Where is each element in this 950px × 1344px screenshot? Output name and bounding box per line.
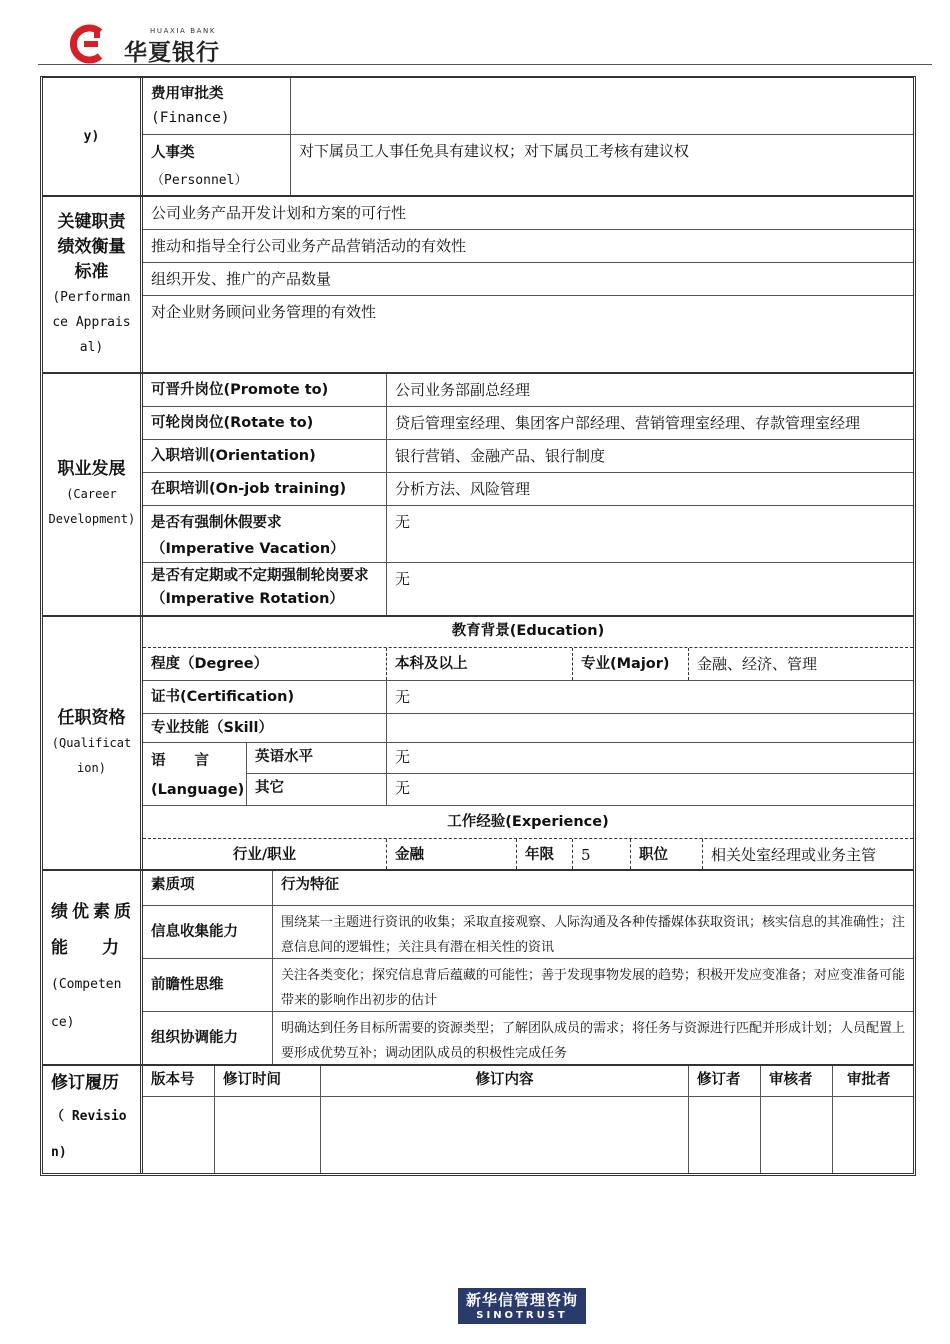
job-description-form	[40, 76, 916, 1176]
huaxia-bank-logo-icon	[70, 24, 112, 64]
revision-header-row: 版本号 修订时间 修订内容 修订者 审核者 审批者	[143, 1066, 913, 1097]
footer-brand-cn: 新华信管理咨询	[465, 1291, 578, 1309]
header-divider	[38, 64, 932, 65]
competence-row: 信息收集能力 围绕某一主题进行资讯的收集；采取直接观察、人际沟通及各种传播媒体获取资讯；核实信息的其准确性；注意信息间的逻辑性；关注具有潜在相关性的资讯	[143, 906, 913, 959]
revision-label: 修订履历 （ Revisio n)	[43, 1066, 143, 1173]
page-header	[0, 0, 950, 70]
finance-value	[291, 78, 913, 134]
competence-header-row: 素质项 行为特征	[143, 871, 913, 906]
performance-item: 公司业务产品开发计划和方案的可行性	[143, 197, 913, 230]
career-row: 是否有强制休假要求（Imperative Vacation） 无	[143, 506, 913, 563]
sinotrust-logo	[458, 1288, 586, 1324]
personnel-value: 对下属员工人事任免具有建议权；对下属员工考核有建议权	[299, 142, 690, 160]
language-row: 语 言 (Language) 英语水平 其它 无 无	[143, 743, 913, 806]
performance-item: 推动和指导全行公司业务产品营销活动的有效性	[143, 230, 913, 263]
brand-name-cn: 华夏银行	[124, 40, 220, 66]
finance-label: 费用审批类 (Finance)	[143, 78, 291, 134]
experience-title-row: 工作经验(Experience)	[143, 806, 913, 839]
education-title-row: 教育背景(Education)	[143, 617, 913, 648]
experience-row: 行业/职业 金融 年限 5 职位 相关处室经理或业务主管	[143, 839, 913, 869]
competence-section	[43, 871, 913, 1066]
performance-section	[43, 197, 913, 374]
footer-brand-en: SINOTRUST	[476, 1310, 568, 1321]
authority-label: y)	[43, 78, 143, 195]
skill-row: 专业技能（Skill）	[143, 714, 913, 743]
authority-section	[43, 78, 913, 197]
revision-empty-row	[143, 1097, 913, 1173]
personnel-row	[143, 135, 913, 195]
brand-name-en: HUAXIA BANK	[150, 27, 217, 35]
language-label: 语 言 (Language)	[143, 743, 247, 805]
career-row: 是否有定期或不定期强制轮岗要求（Imperative Rotation） 无	[143, 563, 913, 615]
career-row: 可轮岗岗位(Rotate to) 贷后管理室经理、集团客户部经理、营销管理室经理、存款管理室经理	[143, 407, 913, 440]
career-row: 入职培训(Orientation) 银行营销、金融产品、银行制度	[143, 440, 913, 473]
performance-item: 对企业财务顾问业务管理的有效性	[151, 303, 377, 321]
personnel-label: 人事类 （Personnel）	[143, 135, 291, 195]
degree-row: 程度（Degree） 本科及以上 专业(Major) 金融、经济、管理	[143, 648, 913, 681]
competence-row: 组织协调能力 明确达到任务目标所需要的资源类型；了解团队成员的需求；将任务与资源进行匹配并形成计划；人员配置上要形成优势互补；调动团队成员的积极性完成任务	[143, 1012, 913, 1064]
certification-row: 证书(Certification) 无	[143, 681, 913, 714]
career-row: 在职培训(On-job training) 分析方法、风险管理	[143, 473, 913, 506]
performance-label: 关键职责绩效衡量标准 (Performance Appraisal)	[43, 197, 143, 372]
finance-row	[143, 78, 913, 135]
revision-section	[43, 1066, 913, 1173]
career-row: 可晋升岗位(Promote to) 公司业务部副总经理	[143, 374, 913, 407]
performance-item: 组织开发、推广的产品数量	[143, 263, 913, 296]
career-label: 职业发展 (Career Development)	[43, 374, 143, 615]
qualification-section	[43, 617, 913, 871]
competence-row: 前瞻性思维 关注各类变化；探究信息背后蕴藏的可能性；善于发现事物发展的趋势；积极开发应变准备；对应变准备可能带来的影响作出初步的估计	[143, 959, 913, 1012]
qualification-label: 任职资格 (Qualification)	[43, 617, 143, 869]
competence-label: 绩优素质 能 力 (Competen ce)	[43, 871, 143, 1064]
career-section	[43, 374, 913, 617]
